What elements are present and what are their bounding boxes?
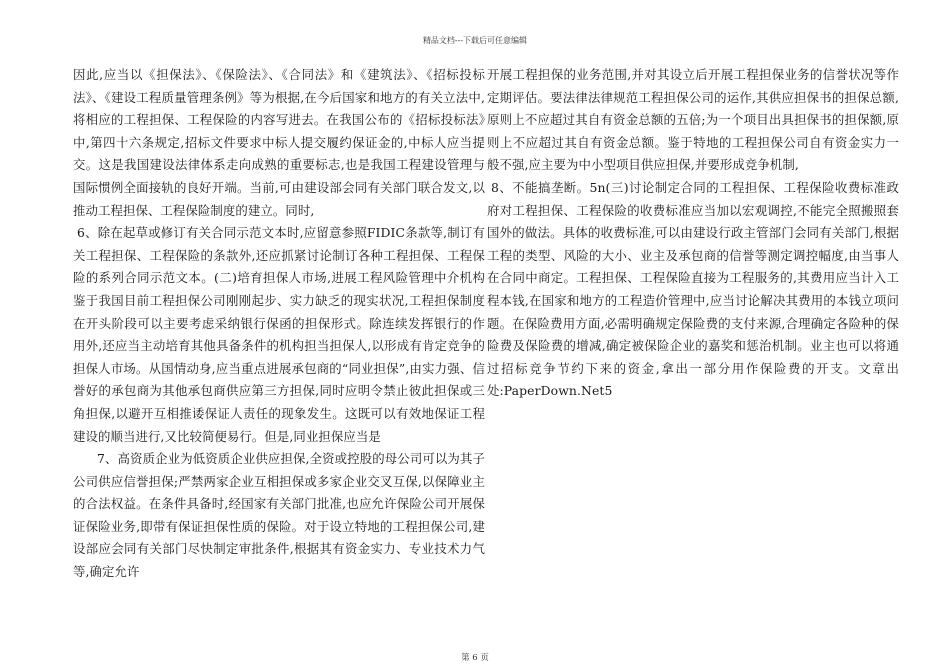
- right-column: [487, 64, 899, 403]
- paragraph-legal-basis: 因此,应当以《担保法》、《保险法》、《合同法》和《建筑法》、《招标投标法》、《建设工程质量管理条例》等为根据,在今后国家和地方的有关立法中,将相应的工程担保、工程保险的内容写进去。在我国公布的《招标投标法》中,第四十六条规定,招标文件要求中标人提交履约保证金的,中标人应当提交。这是我国建设法律体系走向成熟的重要标志,也是我国工程建设管理与国际惯例全面接轨的良好开端。当前,可由建设部会同有关部门联合发文,以推动工程担保、工程保险制度的建立。同时,: [73, 67, 485, 218]
- paragraph-guarantee-scope: 开展工程担保的业务范围,并对其设立后开展工程担保业务的信誉状况等作定期评估。要法律法律规范工程担保公司的运作,其供应担保书的担保总额,原则上不应超过其自有资金总额的五倍;为一个项目出具担保书的担保额,原则上不应超过其自有资金总额。鉴于特地的工程担保公司自有资金实力一般不强,应主要为中小型项目供应担保,并要形成竞争机制,: [487, 67, 899, 173]
- left-column: [73, 64, 485, 584]
- page-number: 第 6 页: [461, 653, 489, 663]
- paragraph-item-7: 7、高资质企业为低资质企业供应担保,全资或控股的母公司可以为其子公司供应信誉担保;严禁两家企业互相担保或多家企业交叉互保,以保障业主的合法权益。在条件具备时,经国家有关部门批准,也应允许保险公司开展保证保险业务,即带有保证担保性质的保险。对于设立特地的工程担保公司,建设部应会同有关部门尽快制定审批条件,根据其有资金实力、专业技术力气等,确定允许: [73, 451, 485, 580]
- paragraph-item-8: 8、不能搞垄断。5n(三)讨论制定合同的工程担保、工程保险收费标准政府对工程担保、工程保险的收费标准应当加以宏观调控,不能完全照搬照套国外的做法。具体的收费标准,可以由建设行政主管部门会同有关部门,根据工程的类型、风险的大小、业主及承包商的信誉等测定调控幅度,由当事人在合同中商定。工程担保、工程保险直接为工程服务的,其费用应当计入工程本钱,在国家和地方的工程造价管理中,应当讨论解决其费用的本钱立项问题。在保险费用方面,必需明确规定保险费的支付来源,合理确定各险种的保险费及保险费的增减,确定被保险企业的嘉奖和惩治机制。业主也可以将通过招标竞争节约下来的资金,拿出一部分用作保险费的开支。文章出处:PaperDown.Net5: [487, 179, 899, 399]
- page-header: 精品文档---下载后可任意编辑: [422, 36, 528, 45]
- paragraph-item-6: 6、除在起草或修订有关合同示范文本时,应留意参照FIDIC条款等,制订有关工程担保、工程保险的条款外,还应抓紧讨论制订各种工程担保、工程保险的系列合同示范文本。(二)培育担保人市场,进展工程风险管理中介机构鉴于我国目前工程担保公司刚刚起步、实力缺乏的现实状况,工程担保制度在开头阶段可以主要考虑采纳银行保函的担保形式。除连续发挥银行的作用外,还应当主动培育其他具备条件的机构担当担保人,以形成有肯定竞争的担保人市场。从国情动身,应当重点进展承包商的“同业担保”,由实力强、信誉好的承包商为其他承包商供应第三方担保,同时应明令禁止彼此担保或三角担保,以避开互相推诿保证人责任的现象发生。这既可以有效地保证工程建设的顺当进行,又比较简便易行。但是,同业担保应当是: [73, 225, 485, 444]
